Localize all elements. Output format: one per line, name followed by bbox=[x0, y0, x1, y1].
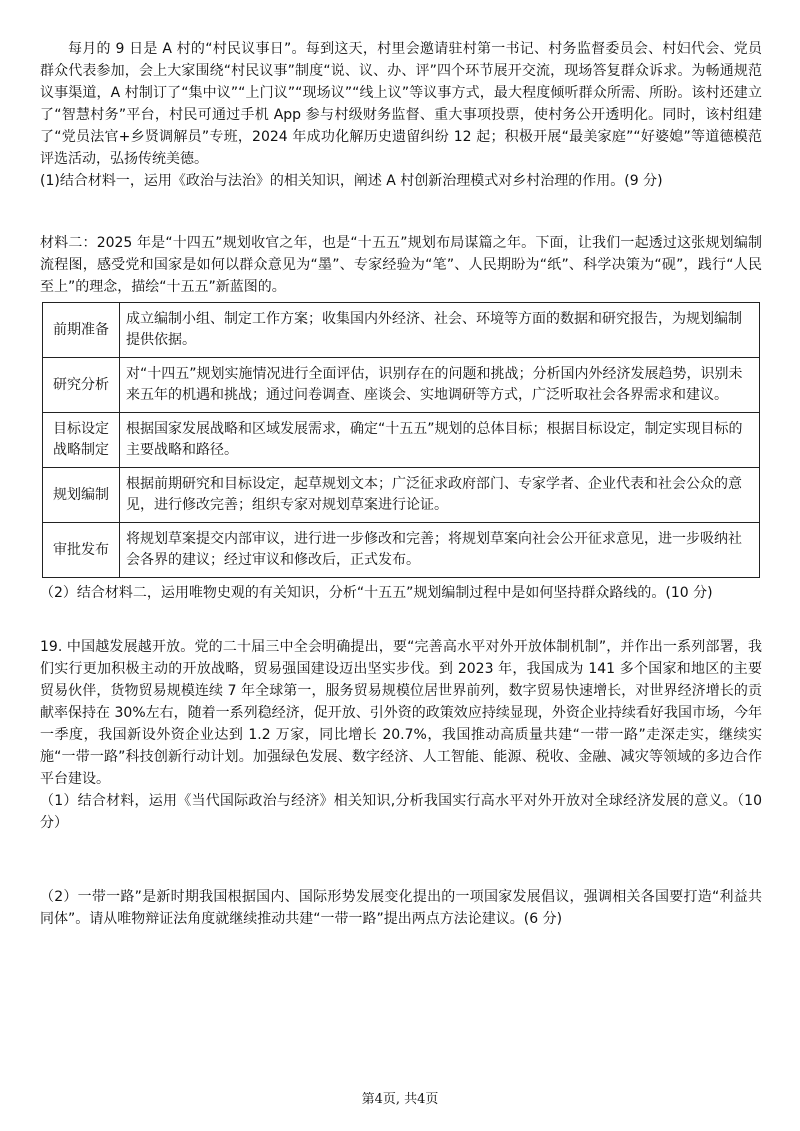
question-1: (1)结合材料一，运用《政治与法治》的相关知识，阐述 A 村创新治理模式对乡村治理的作用。(9 分) bbox=[40, 173, 663, 189]
table-row bbox=[43, 303, 760, 358]
stage-cell: 目标设定战略制定 bbox=[43, 413, 120, 468]
stage-cell: 前期准备 bbox=[43, 303, 120, 358]
content-cell: 将规划草案提交内部审议，进行进一步修改和完善；将规划草案向社会公开征求意见，进一步吸纳社会各界的建议；经过审议和修改后，正式发布。 bbox=[120, 523, 760, 578]
planning-flow-table bbox=[42, 302, 760, 578]
stage-cell: 审批发布 bbox=[43, 523, 120, 578]
content-cell: 成立编制小组、制定工作方案；收集国内外经济、社会、环境等方面的数据和研究报告，为规划编制提供依据。 bbox=[120, 303, 760, 358]
content-cell: 根据国家发展战略和区域发展需求，确定“十五五”规划的总体目标；根据目标设定，制定实现目标的主要战略和路径。 bbox=[120, 413, 760, 468]
material1-paragraph: 每月的 9 日是 A 村的“村民议事日”。每到这天，村里会邀请驻村第一书记、村务监督委员会、村妇代会、党员群众代表参加，会上大家围绕“村民议事”制度“说、议、办、评”四个环节展开交流，现场答复群众诉求。为畅通规范议事渠道，A 村制订了“集中议”“上门议”“现场议”“线上议”等议事方式，最大程度倾听群众所需、所盼。该村还建立了“智慧村务”平台，村民可通过手机 App 参与村级财务监督、重大事项投票，使村务公开透明化。同时，该村组建了“党员法官+乡贤调解员”专班，2024 年成功化解历史遗留纠纷 12 起；积极开展“最美家庭”“好婆媳”等道德模范评选活动，弘扬传统美德。 bbox=[40, 41, 762, 167]
content-cell: 根据前期研究和目标设定，起草规划文本；广泛征求政府部门、专家学者、企业代表和社会公众的意见，进行修改完善；组织专家对规划草案进行论证。 bbox=[120, 468, 760, 523]
question-19-2: （2）一带一路”是新时期我国根据国内、国际形势发展变化提出的一项国家发展倡议，强调相关各国要打造“利益共同体”。请从唯物辩证法角度就继续推动共建“一带一路”提出两点方法论建议。(6 分) bbox=[40, 889, 762, 927]
table-row bbox=[43, 468, 760, 523]
question-2: （2）结合材料二，运用唯物史观的有关知识，分析“十五五”规划编制过程中是如何坚持群众路线的。(10 分) bbox=[40, 585, 713, 601]
q19-paragraph: 19. 中国越发展越开放。党的二十届三中全会明确提出，要“完善高水平对外开放体制机制”，并作出一系列部署，我们实行更加积极主动的开放战略，贸易强国建设迈出坚实步伐。到 2023 年，我国成为 141 多个国家和地区的主要贸易伙伴，货物贸易规模连续 7 年全球第一，服务贸易规模位居世界前列，数字贸易快速增长，对世界经济增长的贡献率保持在 30%左右，随着一系列稳经济，促开放、引外资的政策效应持续显现，外资企业持续看好我国市场，今年一季度，我国新设外资企业达到 1.2 万家，同比增长 20.7%，我国推动高质量共建“一带一路”走深走实，继续实施“一带一路”科技创新行动计划。加强绿色发展、数字经济、人工智能、能源、税收、金融、减灾等领域的多边合作平台建设。 bbox=[40, 639, 762, 787]
document-page bbox=[40, 38, 762, 930]
stage-cell: 规划编制 bbox=[43, 468, 120, 523]
table-row bbox=[43, 523, 760, 578]
stage-cell: 研究分析 bbox=[43, 358, 120, 413]
content-cell: 对“十四五”规划实施情况进行全面评估，识别存在的问题和挑战；分析国内外经济发展趋势，识别未来五年的机遇和挑战；通过问卷调查、座谈会、实地调研等方式，广泛听取社会各界需求和建议。 bbox=[120, 358, 760, 413]
question-19-1: （1）结合材料，运用《当代国际政治与经济》相关知识,分析我国实行高水平对外开放对全球经济发展的意义。（10 分） bbox=[40, 793, 762, 831]
material2-intro: 材料二：2025 年是“十四五”规划收官之年，也是“十五五”规划布局谋篇之年。下面，让我们一起透过这张规划编制流程图，感受党和国家是如何以群众意见为“墨”、专家经验为“笔”、人民期盼为“纸”、科学决策为“砚”，践行“人民至上”的理念，描绘“十五五”新蓝图的。 bbox=[40, 235, 762, 295]
page-footer: 第4页, 共4页 bbox=[361, 1092, 439, 1107]
table-row bbox=[43, 413, 760, 468]
table-row bbox=[43, 358, 760, 413]
